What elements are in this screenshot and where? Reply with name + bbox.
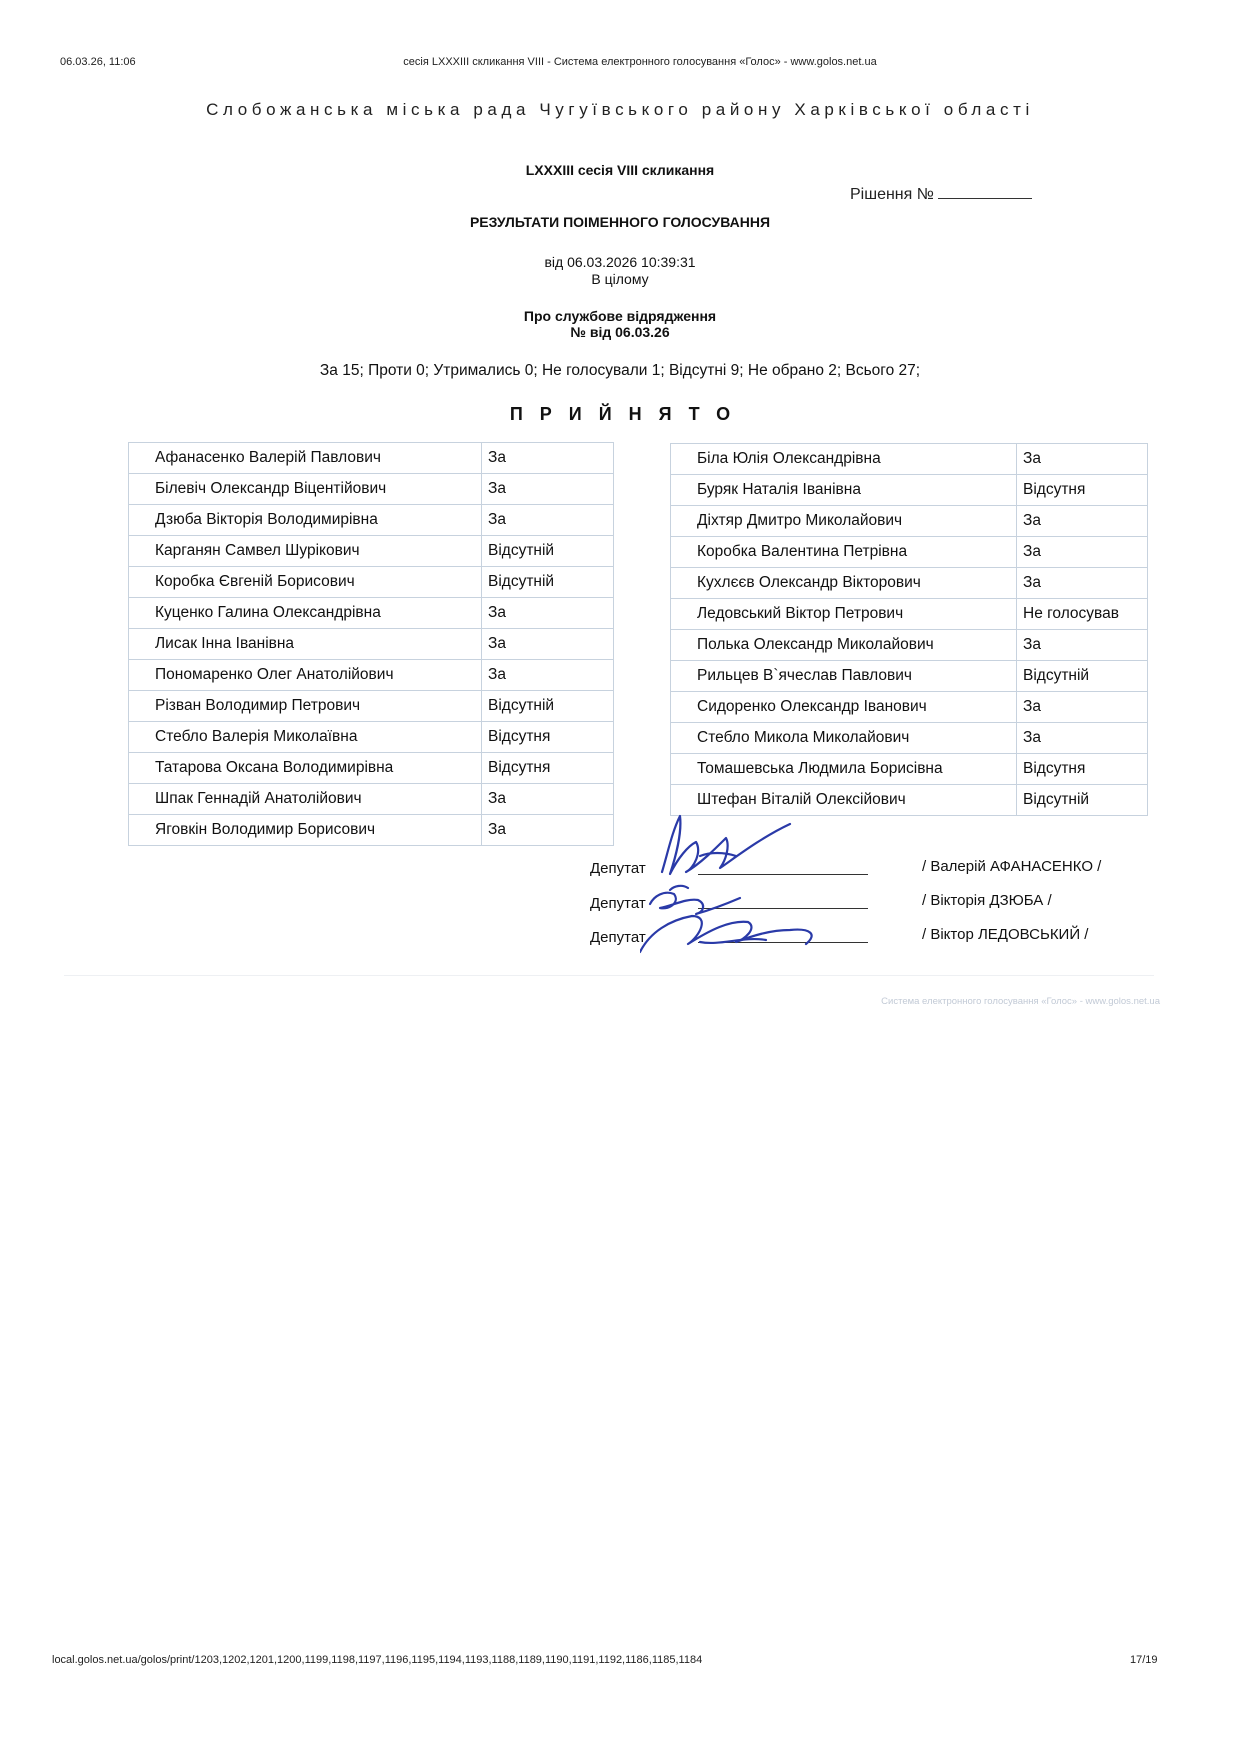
vote-row [671,754,1148,785]
decision-label: Рішення № [850,186,934,203]
signature-name-1: / Валерій АФАНАСЕНКО / [922,858,1102,875]
topic-number: № від 06.03.26 [570,324,670,340]
vote-row [129,505,614,536]
signature-label-1: Депутат [590,860,646,877]
vote-row [129,815,614,846]
topic-title: Про службове відрядження [523,308,717,324]
deputy-name: Біла Юлія Олександрівна [671,444,1017,475]
deputy-name: Полька Олександр Миколайович [671,630,1017,661]
vote-status: За [482,660,614,691]
vote-status: За [1017,506,1148,537]
deputy-name: Коробка Євгеній Борисович [129,567,482,598]
deputy-name: Пономаренко Олег Анатолійович [129,660,482,691]
vote-row [129,753,614,784]
session-title: LXXXIII сесія VIII скликання [525,162,715,178]
vote-row [129,598,614,629]
deputy-name: Татарова Оксана Володимирівна [129,753,482,784]
decision-number [850,184,1032,204]
vote-status: За [1017,568,1148,599]
system-watermark: Система електронного голосування «Голос» - www.golos.net.ua [881,996,1160,1007]
deputy-name: Сидоренко Олександр Іванович [671,692,1017,723]
vote-row [671,506,1148,537]
vote-row [129,722,614,753]
deputy-name: Шпак Геннадій Анатолійович [129,784,482,815]
vote-status: Відсутній [482,536,614,567]
vote-row [671,630,1148,661]
footer-url: local.golos.net.ua/golos/print/1203,1202,1201,1200,1199,1198,1197,1196,1195,1194,1193,1188,1189,1190,1191,1192,1186,1185,1184 [52,1654,703,1666]
vote-status: За [482,505,614,536]
vote-row [129,629,614,660]
vote-status: За [1017,723,1148,754]
print-datetime: 06.03.26, 11:06 [60,56,136,68]
vote-status: Відсутній [482,567,614,598]
vote-row [671,599,1148,630]
deputy-name: Кухлєєв Олександр Вікторович [671,568,1017,599]
print-title: сесія LXXXIII скликання VIII - Система електронного голосування «Голос» - www.golos.net.ua [403,56,877,68]
vote-status: Відсутній [482,691,614,722]
vote-mode: В цілому [591,271,649,287]
deputy-name: Лисак Інна Іванівна [129,629,482,660]
vote-row [671,475,1148,506]
faint-divider [64,975,1154,976]
vote-status: За [482,815,614,846]
vote-status: Відсутня [1017,754,1148,785]
results-title: РЕЗУЛЬТАТИ ПОІМЕННОГО ГОЛОСУВАННЯ [469,214,771,230]
vote-status: Відсутня [1017,475,1148,506]
vote-row [671,661,1148,692]
vote-summary: За 15; Проти 0; Утримались 0; Не голосували 1; Відсутні 9; Не обрано 2; Всього 27; [319,362,921,379]
deputy-name: Різван Володимир Петрович [129,691,482,722]
vote-status: Відсутня [482,722,614,753]
vote-row [671,692,1148,723]
deputy-name: Коробка Валентина Петрівна [671,537,1017,568]
deputy-name: Стебло Микола Миколайович [671,723,1017,754]
vote-row [671,723,1148,754]
adopted-status: ПРИЙНЯТО [509,404,748,424]
vote-datetime-block [400,254,840,288]
signature-ink-strokes [640,816,812,952]
topic-block [400,308,840,340]
vote-status: За [1017,630,1148,661]
vote-status: Відсутній [1017,661,1148,692]
vote-status: Не голосував [1017,599,1148,630]
deputy-name: Афанасенко Валерій Павлович [129,443,482,474]
signature-label-2: Депутат [590,895,646,912]
vote-row [129,443,614,474]
vote-row [671,444,1148,475]
vote-status: За [482,598,614,629]
deputy-name: Штефан Віталій Олексійович [671,785,1017,816]
vote-row [129,536,614,567]
deputy-name: Стебло Валерія Миколаївна [129,722,482,753]
deputy-name: Буряк Наталія Іванівна [671,475,1017,506]
vote-status: За [482,784,614,815]
votes-table-left [128,442,614,846]
council-name: Слобожанська міська рада Чугуївського району Харківської області [206,100,1034,119]
deputy-name: Томашевська Людмила Борисівна [671,754,1017,785]
signature-name-2: / Вікторія ДЗЮБА / [922,892,1052,909]
vote-status: За [482,629,614,660]
footer-page-number: 17/19 [1130,1654,1158,1666]
deputy-name: Яговкін Володимир Борисович [129,815,482,846]
deputy-name: Дзюба Вікторія Володимирівна [129,505,482,536]
vote-row [129,660,614,691]
vote-row [671,537,1148,568]
vote-row [671,785,1148,816]
deputy-name: Рильцев В`ячеслав Павлович [671,661,1017,692]
deputy-name: Куценко Галина Олександрівна [129,598,482,629]
deputy-name: Карганян Самвел Шурікович [129,536,482,567]
vote-status: За [1017,537,1148,568]
vote-status: За [482,474,614,505]
vote-datetime: від 06.03.2026 10:39:31 [544,254,696,270]
vote-row [129,567,614,598]
vote-row [671,568,1148,599]
vote-row [129,691,614,722]
vote-row [129,474,614,505]
deputy-name: Білевіч Олександр Віцентійович [129,474,482,505]
vote-status: Відсутній [1017,785,1148,816]
vote-status: За [482,443,614,474]
votes-table-right [670,443,1148,816]
deputy-name: Ледовський Віктор Петрович [671,599,1017,630]
signature-name-3: / Віктор ЛЕДОВСЬКИЙ / [922,926,1089,943]
signature-label-3: Депутат [590,929,646,946]
vote-row [129,784,614,815]
vote-status: За [1017,692,1148,723]
decision-blank-line [938,184,1032,199]
vote-status: За [1017,444,1148,475]
deputy-name: Діхтяр Дмитро Миколайович [671,506,1017,537]
vote-status: Відсутня [482,753,614,784]
handwritten-signatures [640,812,900,972]
